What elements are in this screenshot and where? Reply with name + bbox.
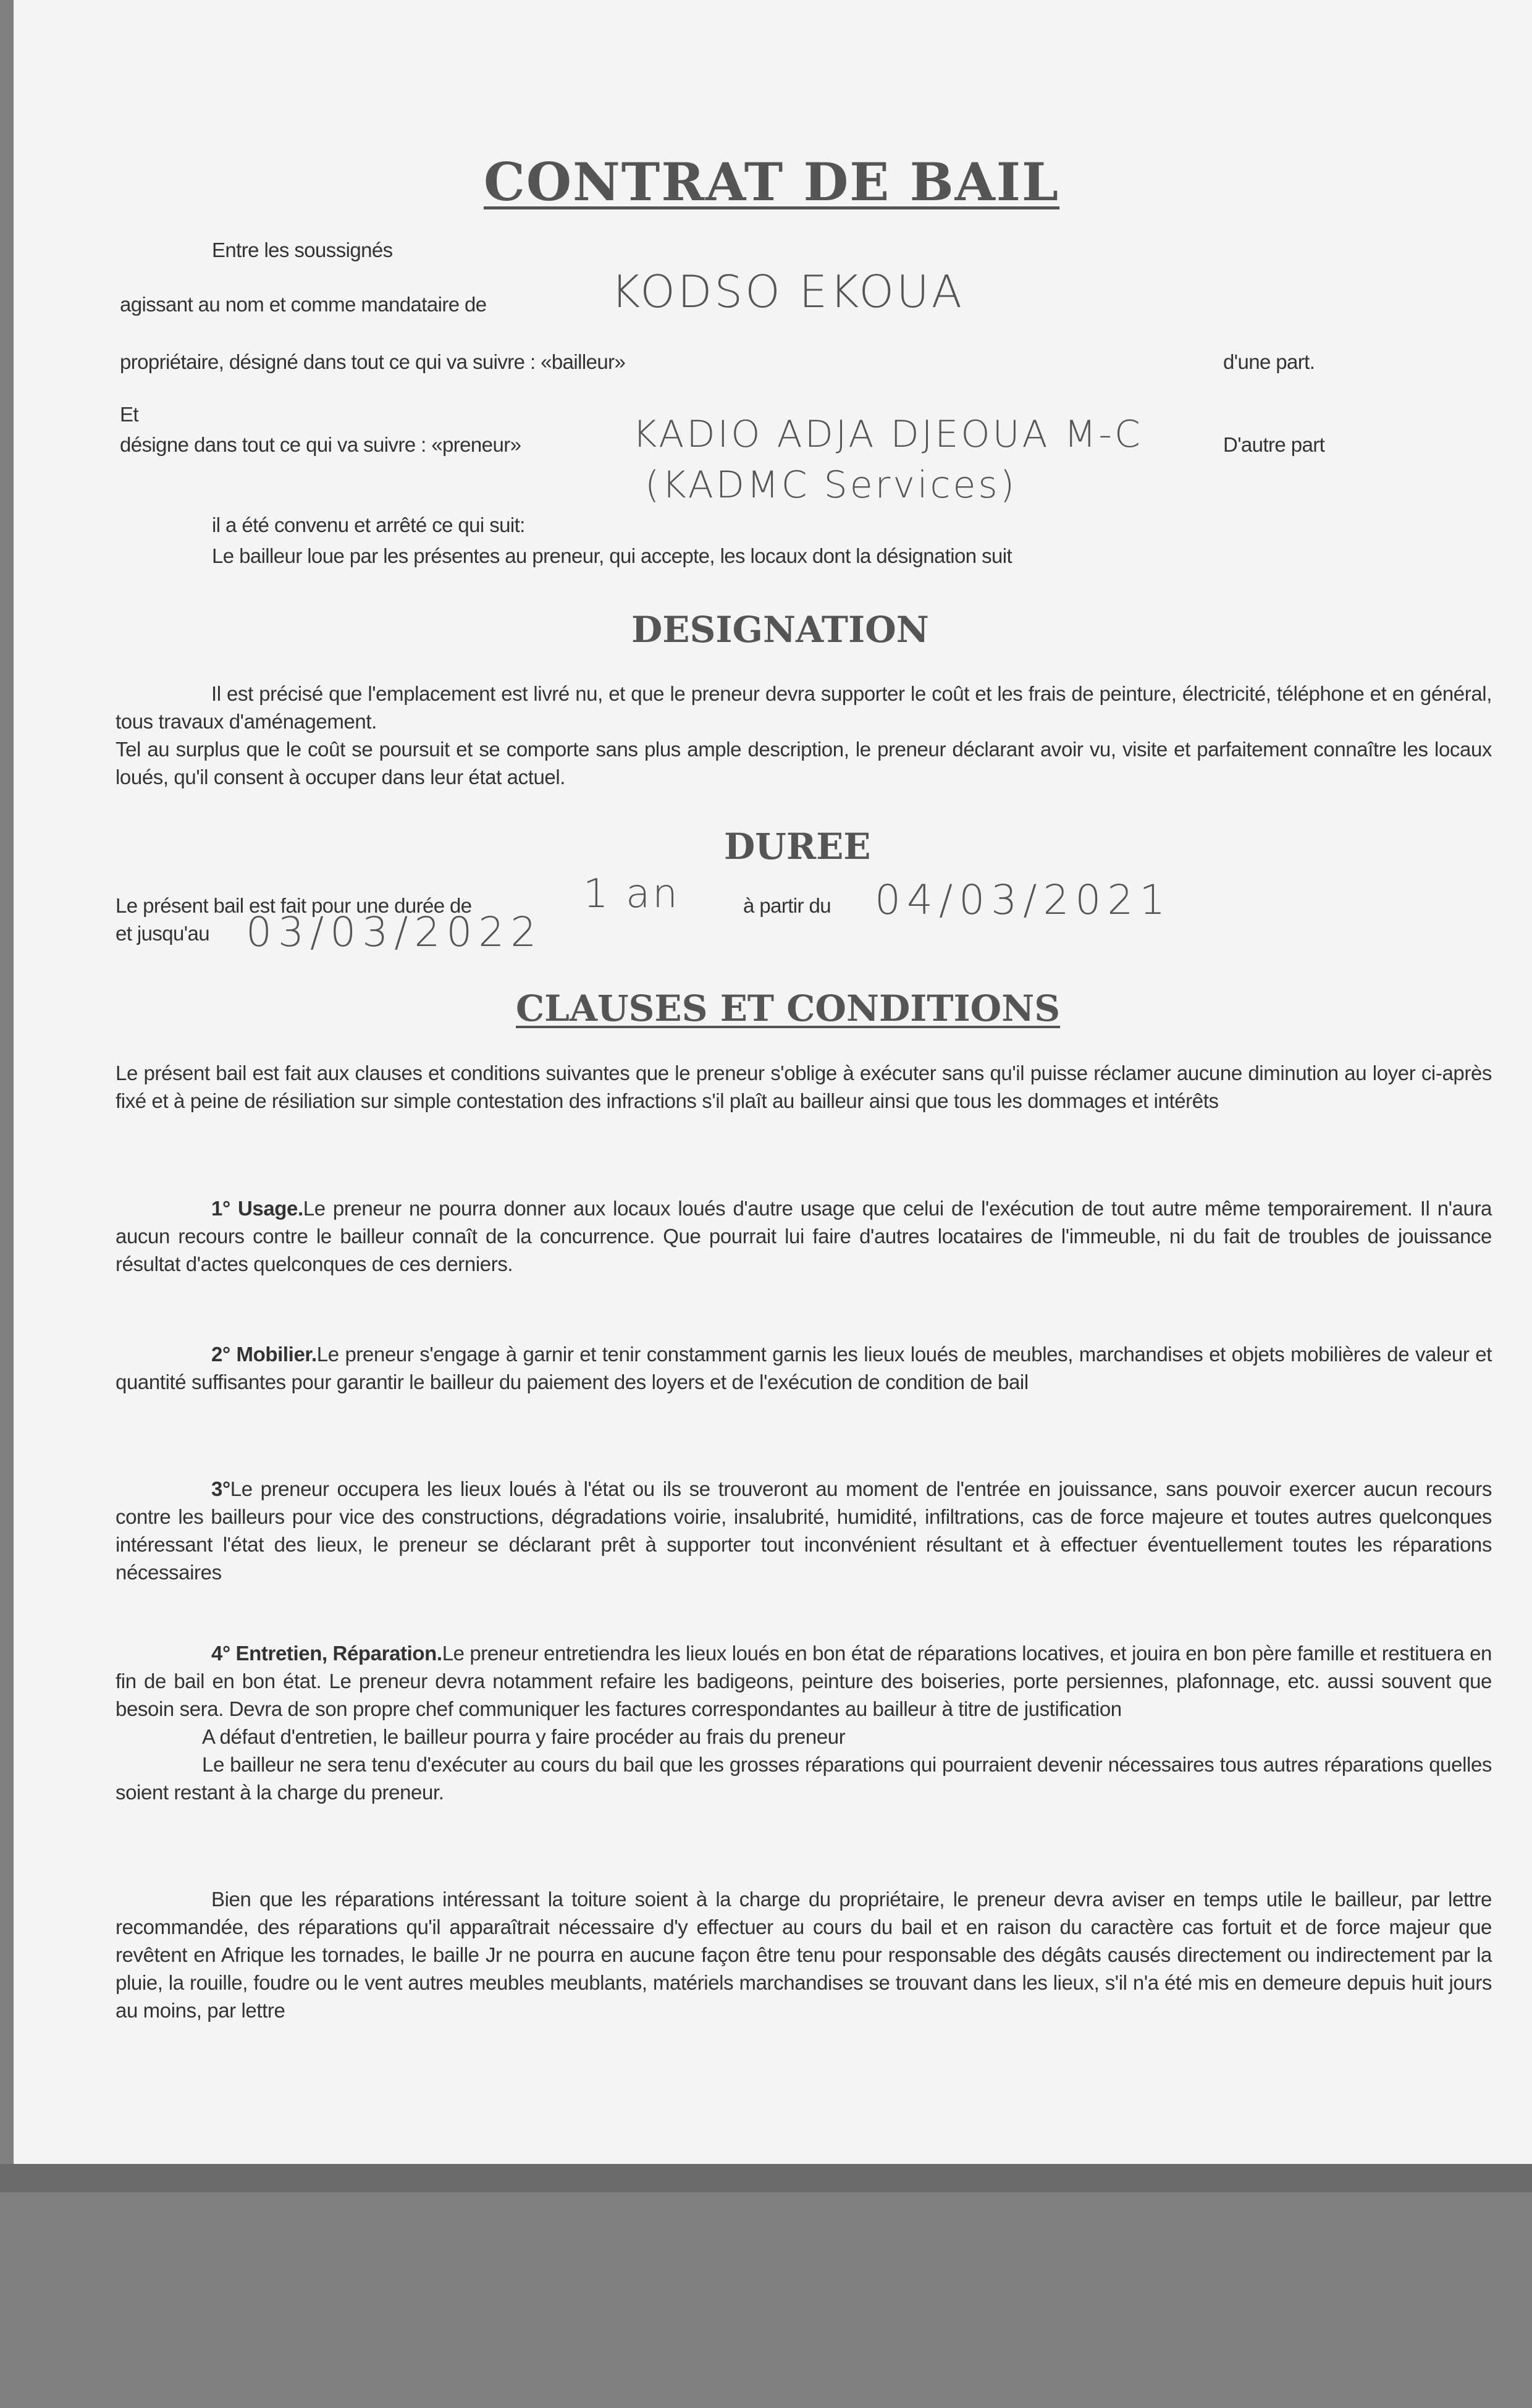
- clause-mobilier-text: Le preneur s'engage à garnir et tenir constamment garnis les lieux loués de meubles, marchandises et objets mobilières de valeur et quantité suffisantes pour garantir le bailleur du paiement des loyers et de l'exécution de condition de bail: [116, 1343, 1492, 1393]
- scanner-border: [0, 2164, 1532, 2192]
- start-label: à partir du: [743, 894, 831, 917]
- duree-heading: DUREE: [724, 826, 871, 868]
- clause-entretien: [116, 1639, 1492, 1806]
- end-label: et jusqu'au: [116, 922, 209, 945]
- clause-mobilier-title: 2° Mobilier.: [211, 1343, 317, 1366]
- clause-usage-title: 1° Usage.: [211, 1197, 303, 1220]
- clause-entretien-grosses: Le bailleur ne sera tenu d'exécuter au cours du bail que les grosses réparations qui pourraient devenir nécessaires tous autres réparations quelles soient restant à la charge du preneur.: [116, 1753, 1492, 1804]
- clause-entretien-defaut: A défaut d'entretien, le bailleur pourra y faire procéder au frais du preneur: [202, 1725, 846, 1748]
- clause-toiture-text: Bien que les réparations intéressant la toiture soient à la charge du propriétaire, le preneur devra aviser en temps utile le bailleur, par lettre recommandée, des réparations qu'il apparaîtrait nécessaire d'y effectuer au cours du bail et en raison du caractère cas fortuit et de force majeur que revêtent en Afrique les tornades, le baille Jr ne pourra en aucune façon être tenu pour responsable des dégâts causés directement ou indirectement par la pluie, la rouille, foudre ou le vent autres meubles meublants, matériels marchandises se trouvant dans les lieux, s'il n'a été mis en demeure depuis huit jours au moins, par lettre: [116, 1888, 1492, 2022]
- bailleur-name-handwritten: KODSO EKOUA: [611, 266, 965, 318]
- clause-etat-title: 3°: [211, 1477, 230, 1500]
- preneur-company-handwritten: (KADMC Services): [645, 463, 1017, 507]
- une-part: d'une part.: [1223, 350, 1315, 373]
- loue-text: Le bailleur loue par les présentes au preneur, qui accepte, les locaux dont la désignation suit: [212, 544, 1012, 567]
- designation-p1: Il est précisé que l'emplacement est livré nu, et que le preneur devra supporter le coût et les frais de peinture, électricité, téléphone et en général, tous travaux d'aménagement.: [116, 682, 1492, 733]
- duree-label: Le présent bail est fait pour une durée de: [116, 894, 472, 917]
- start-date-handwritten: 04/03/2021: [875, 876, 1172, 924]
- preneur-name-handwritten: KADIO ADJA DJEOUA M-C: [633, 413, 1143, 456]
- clause-entretien-text: Le preneur entretiendra les lieux loués en bon état de réparations locatives, et jouira en bon père famille et restituera en fin de bail en bon état. Le preneur devra notamment refaire les badigeons, peinture des boiseries, porte persiennes, plafonnage, etc. aussi souvent que besoin sera. Devra de son propre chef communiquer les factures correspondantes au bailleur à titre de justification: [116, 1642, 1492, 1720]
- clause-etat: [116, 1475, 1492, 1586]
- end-date-handwritten: 03/03/2022: [246, 908, 543, 956]
- designation-p2: Tel au surplus que le coût se poursuit et se comporte sans plus ample description, le preneur déclarant avoir vu, visite et parfaitement connaître les locaux loués, qu'il consent à occuper dans leur état actuel.: [116, 738, 1492, 788]
- clause-entretien-title: 4° Entretien, Réparation.: [211, 1642, 442, 1665]
- duree-value-handwritten: 1 an: [583, 871, 680, 917]
- designation-paragraph: [116, 680, 1492, 791]
- clauses-intro: Le présent bail est fait aux clauses et conditions suivantes que le preneur s'oblige à exécuter sans qu'il puisse réclamer aucune diminution au loyer ci-après fixé et à peine de résiliation sur simple contestation des infractions s'il plaît au bailleur ainsi que tous les dommages et intérêts: [116, 1062, 1492, 1112]
- clauses-heading: CLAUSES ET CONDITIONS: [516, 987, 1061, 1029]
- clause-usage-text: Le preneur ne pourra donner aux locaux loués d'autre usage que celui de l'exécution de tout autre même temporairement. Il n'aura aucun recours contre le bailleur connaît de la concurrence. Que pourrait lui faire d'autres locataires de l'immeuble, ni du fait de troubles de jouissance résultat d'actes quelconques de ces derniers.: [116, 1197, 1492, 1275]
- et-label: Et: [120, 403, 138, 426]
- clause-toiture: [116, 1885, 1492, 2024]
- clause-etat-text: Le preneur occupera les lieux loués à l'état ou ils se trouveront au moment de l'entrée en jouissance, sans pouvoir exercer aucun recours contre les bailleurs pour vice des constructions, dégradations voirie, insalubrité, humidité, infiltrations, cas de force majeure et toutes autres quelconques intéressant l'état des lieux, le preneur se déclarant prêt à supporter tout inconvénient résultant et à effectuer éventuellement toutes les réparations nécessaires: [116, 1477, 1492, 1584]
- mandataire-label: agissant au nom et comme mandataire de: [120, 293, 487, 316]
- page-title: CONTRAT DE BAIL: [484, 151, 1060, 213]
- designation-heading: DESIGNATION: [631, 609, 929, 651]
- bailleur-label: propriétaire, désigné dans tout ce qui va suivre : «bailleur»: [120, 350, 626, 373]
- preneur-label: désigne dans tout ce qui va suivre : «preneur»: [120, 433, 521, 456]
- convenu-text: il a été convenu et arrêté ce qui suit:: [212, 513, 525, 536]
- intro-text: Entre les soussignés: [212, 239, 393, 261]
- autre-part: D'autre part: [1223, 433, 1325, 456]
- clause-mobilier: [116, 1340, 1492, 1396]
- clause-usage: [116, 1194, 1492, 1278]
